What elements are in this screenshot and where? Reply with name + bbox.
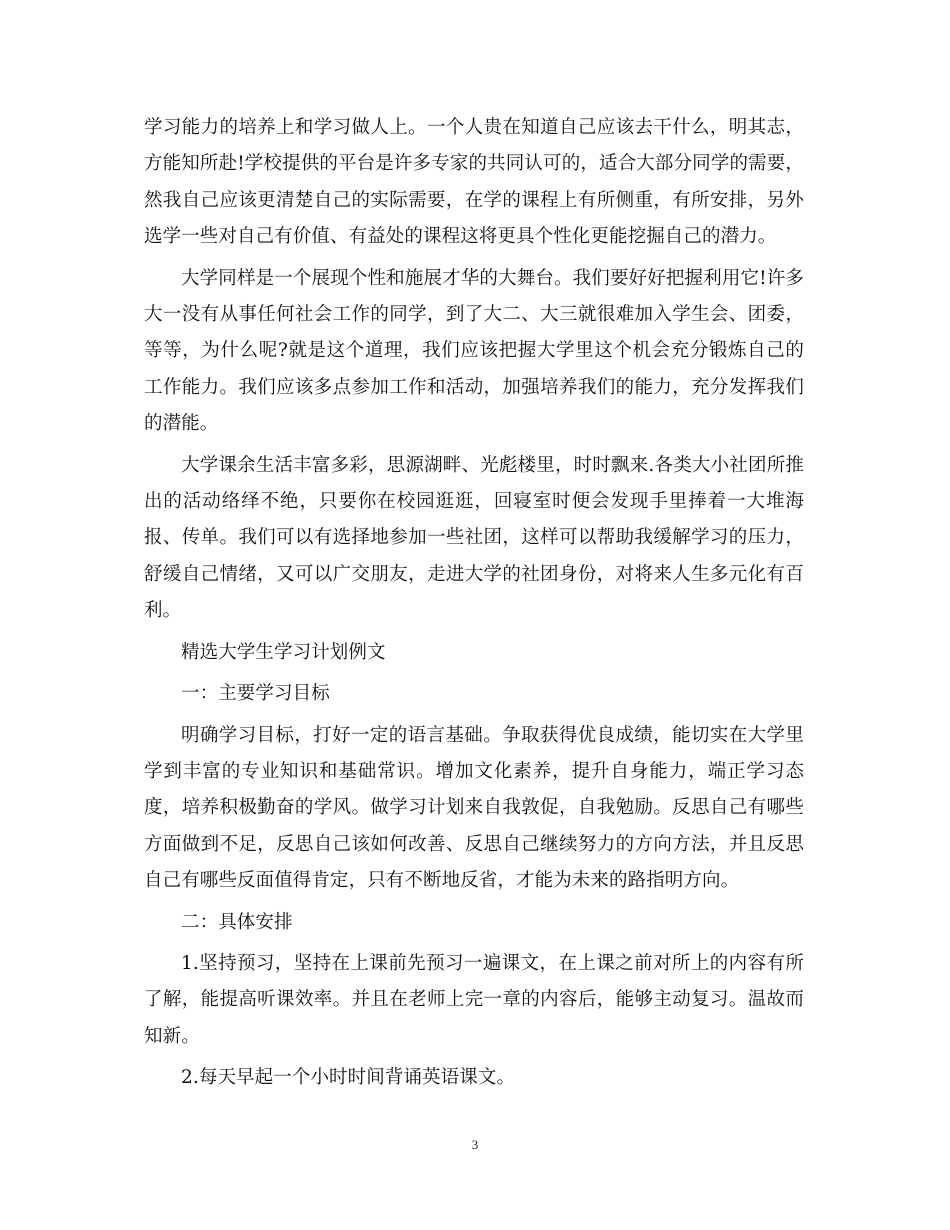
document-body (144, 110, 804, 1102)
paragraph-university-stage: 大学同样是一个展现个性和施展才华的大舞台。我们要好好把握利用它!许多大一没有从事任何社会工作的同学，到了大二、大三就很难加入学生会、团委，等等，为什么呢?就是这个道理，我们应该把握大学里这个机会充分锻炼自己的工作能力。我们应该多点参加工作和活动，加强培养我们的能力，充分发挥我们的潜能。 (144, 267, 804, 435)
list-item-preview: 1.坚持预习，坚持在上课前先预习一遍课文，在上课之前对所上的内容有所了解，能提高听课效率。并且在老师上完一章的内容后，能够主动复习。温故而知新。 (144, 952, 804, 1047)
paragraph-continued: 学习能力的培养上和学习做人上。一个人贵在知道自己应该去干什么，明其志，方能知所赴!学校提供的平台是许多专家的共同认可的，适合大部分同学的需要，然我自己应该更清楚自己的实际需要，在学的课程上有所侧重，有所安排，另外选学一些对自己有价值、有益处的课程这将更具个性化更能挖掘自己的潜力。 (144, 117, 804, 248)
paragraph-goals: 明确学习目标，打好一定的语言基础。争取获得优良成绩，能切实在大学里学到丰富的专业知识和基础常识。增加文化素养，提升自身能力，端正学习态度，培养积极勤奋的学风。做学习计划来自我敦促，自我勉励。反思自己有哪些方面做到不足，反思自己该如何改善、反思自己继续努力的方向方法，并且反思自己有哪些反面值得肯定，只有不断地反省，才能为未来的路指明方向。 (144, 724, 804, 892)
list-item-morning-reading: 2.每天早起一个小时时间背诵英语课文。 (181, 1067, 516, 1089)
paragraph-extracurricular: 大学课余生活丰富多彩，思源湖畔、光彪楼里，时时飘来.各类大小社团所推出的活动络绎不绝，只要你在校园逛逛，回寝室时便会发现手里捧着一大堆海报、传单。我们可以有选择地参加一些社团，这样可以帮助我缓解学习的压力，舒缓自己情绪，又可以广交朋友，走进大学的社团身份，对将来人生多元化有百利。 (144, 454, 804, 622)
heading-main-goals: 一：主要学习目标 (181, 683, 330, 705)
heading-specific-arrangements: 二：具体安排 (181, 911, 293, 933)
section-title: 精选大学生学习计划例文 (181, 641, 386, 663)
page-number: 3 (471, 1137, 479, 1152)
